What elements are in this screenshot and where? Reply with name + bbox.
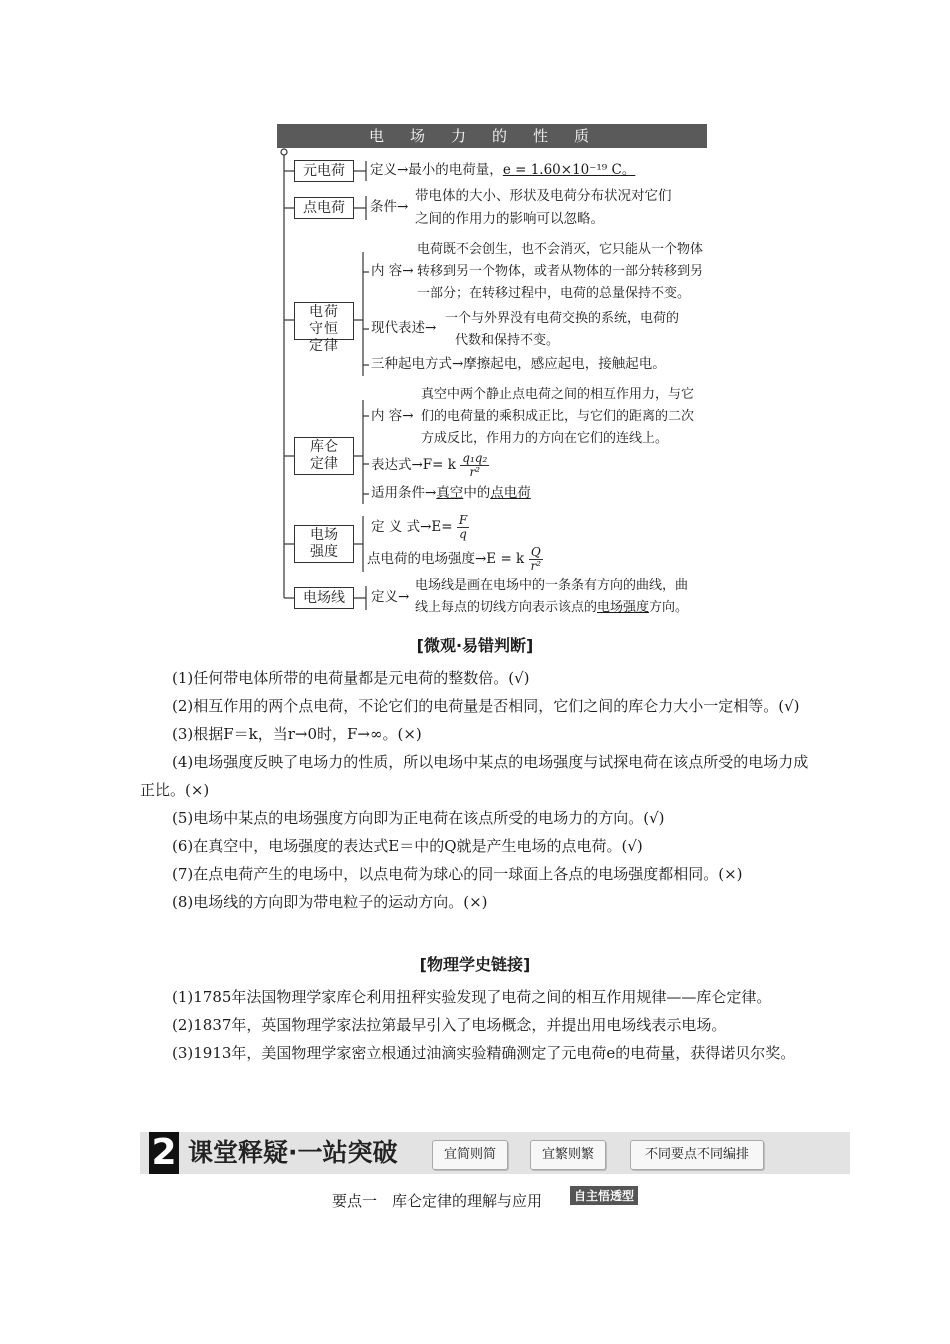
coulomb-condition: 适用条件→真空中的点电荷 <box>371 485 531 501</box>
judgement-item: (4)电场强度反映了电场力的性质，所以电场中某点的电场强度与试探电荷在该点所受的电场力成正比。(×) <box>140 753 809 799</box>
field-line-text-2: 线上每点的切线方向表示该点的电场强度方向。 <box>415 600 689 615</box>
charging-methods: 三种起电方式→摩擦起电，感应起电，接触起电。 <box>371 356 666 372</box>
judgement-list <box>140 664 812 916</box>
conservation-content-label: 内 容→ <box>371 263 414 279</box>
tag-button-complex[interactable]: 宜繁则繁 <box>530 1140 606 1170</box>
element-charge-value: e = 1.60×10⁻¹⁹ C。 <box>502 162 636 178</box>
section-number-badge: 2 <box>149 1132 179 1174</box>
node-field-line: 电场线 <box>294 587 354 609</box>
section-judgement-title: [微观·易错判断] <box>416 636 534 655</box>
map-title: 电场力的性质 <box>277 124 707 148</box>
point-charge-field-fraction: $\frac{Q}{\text{r²}}$ <box>530 545 542 573</box>
field-definition-fraction: $\frac{F}{q}$ <box>458 513 468 541</box>
conservation-modern-1: 一个与外界没有电荷交换的系统，电荷的 <box>445 311 680 326</box>
history-item: (3)1913年，美国物理学家密立根通过油滴实验精确测定了元电荷e的电荷量，获得诺贝尔奖。 <box>172 1044 796 1062</box>
history-item: (1)1785年法国物理学家库仑利用扭秤实验发现了电荷之间的相互作用规律——库仑定律。 <box>172 988 772 1006</box>
node-element-charge: 元电荷 <box>294 160 354 182</box>
judgement-item: (3)根据F＝k，当r→0时，F→∞。(×) <box>172 725 422 743</box>
banner-title: 课堂释疑·一站突破 <box>188 1138 398 1167</box>
node-charge-conservation: 电荷守恒定律 <box>294 302 354 340</box>
point-charge-field: 点电荷的电场强度→E = k $\frac{Q}{\text{r²}}$ <box>367 545 542 573</box>
node-field-strength: 电场强度 <box>294 525 354 563</box>
field-line-label: 定义→ <box>371 589 410 605</box>
point-charge-text-1: 带电体的大小、形状及电荷分布状况对它们 <box>415 188 672 204</box>
conservation-content-1: 电荷既不会创生，也不会消灭，它只能从一个物体 <box>417 242 704 257</box>
judgement-item: (8)电场线的方向即为带电粒子的运动方向。(×) <box>172 893 488 911</box>
point-charge-text-2: 之间的作用力的影响可以忽略。 <box>415 211 604 227</box>
history-item: (2)1837年，英国物理学家法拉第最早引入了电场概念，并提出用电场线表示电场。 <box>172 1016 727 1034</box>
point-charge-condition-label: 条件→ <box>370 199 409 215</box>
tag-button-simple[interactable]: 宜简则简 <box>432 1140 508 1170</box>
coulomb-content-label: 内 容→ <box>371 408 414 424</box>
coulomb-content-3: 方成反比，作用力的方向在它们的连线上。 <box>421 431 669 446</box>
conservation-content-3: 一部分；在转移过程中，电荷的总量保持不变。 <box>417 286 691 301</box>
concept-map <box>277 124 709 624</box>
conservation-modern-2: 代数和保持不变。 <box>455 333 560 348</box>
node-point-charge: 点电荷 <box>294 197 354 219</box>
conservation-content-2: 转移到另一个物体，或者从物体的一部分转移到另 <box>417 264 704 279</box>
element-charge-definition: 定义→最小的电荷量，e = 1.60×10⁻¹⁹ C。 <box>370 162 636 178</box>
judgement-item: (6)在真空中，电场强度的表达式E＝中的Q就是产生电场的点电荷。(√) <box>172 837 643 855</box>
judgement-item: (7)在点电荷产生的电场中，以点电荷为球心的同一球面上各点的电场强度都相同。(×) <box>172 865 743 883</box>
judgement-item: (2)相互作用的两个点电荷，不论它们的电荷量是否相同，它们之间的库仑力大小一定相等。(√) <box>172 697 800 715</box>
judgement-item: (5)电场中某点的电场强度方向即为正电荷在该点所受的电场力的方向。(√) <box>172 809 665 827</box>
field-line-text-1: 电场线是画在电场中的一条条有方向的曲线，曲 <box>415 578 689 593</box>
coulomb-fraction: $\frac{\text{q₁q₂}}{\text{r²}}$ <box>462 451 488 479</box>
coulomb-content-1: 真空中两个静止点电荷之间的相互作用力，与它 <box>421 387 695 402</box>
judgement-item: (1)任何带电体所带的电荷量都是元电荷的整数倍。(√) <box>172 669 530 687</box>
key-point-tag: 自主悟透型 <box>570 1186 638 1205</box>
section-history-title: [物理学史链接] <box>419 955 531 974</box>
key-point-heading: 要点一 库仑定律的理解与应用 <box>332 1192 543 1210</box>
tag-button-arrangement[interactable]: 不同要点不同编排 <box>630 1140 764 1170</box>
coulomb-formula: 表达式→F= k $\frac{\text{q₁q₂}}{\text{r²}}$ <box>371 451 488 479</box>
coulomb-content-2: 们的电荷量的乘积成正比，与它们的距离的二次 <box>421 409 695 424</box>
node-coulomb-law: 库仑定律 <box>294 437 354 475</box>
history-list <box>140 983 812 1067</box>
field-definition: 定 义 式→E= $\frac{F}{q}$ <box>371 513 468 541</box>
conservation-modern-label: 现代表述→ <box>371 320 437 336</box>
